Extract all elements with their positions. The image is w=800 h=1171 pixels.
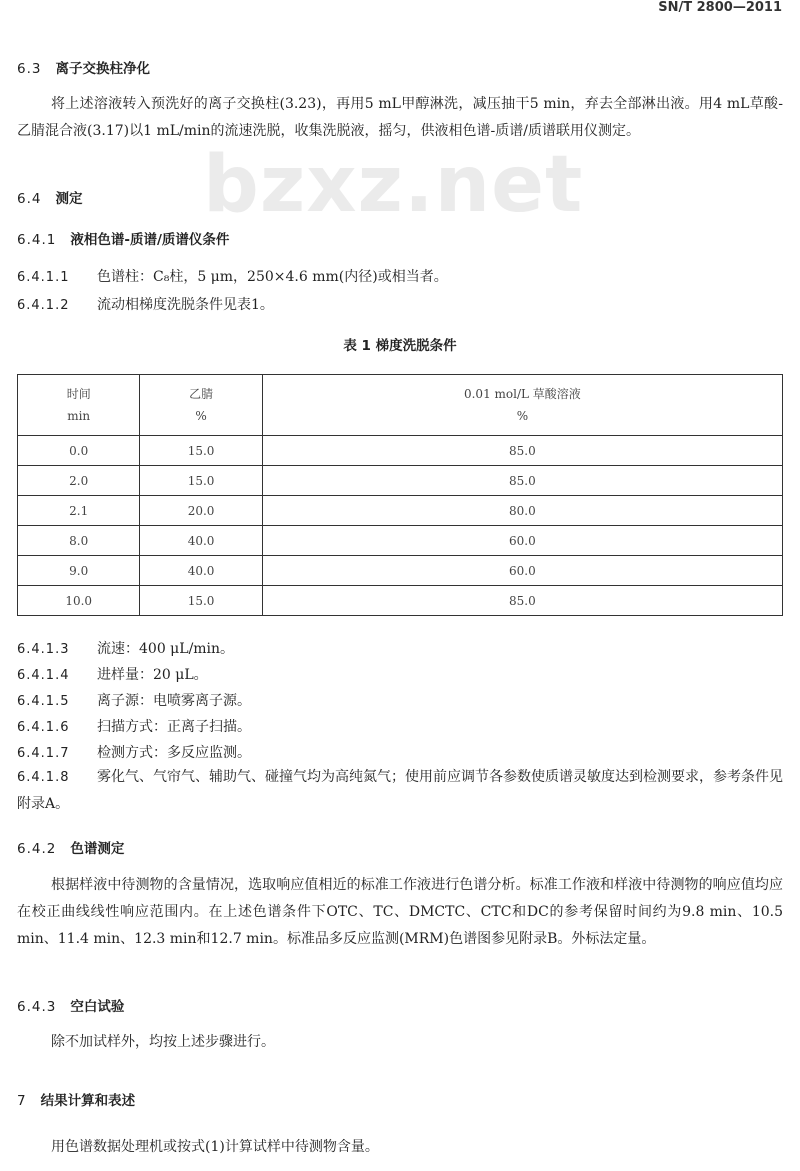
- table-cell: 15.0: [140, 466, 262, 496]
- section-number: 6.4.1: [17, 232, 57, 248]
- section-number: 6.4: [17, 191, 42, 207]
- section-6-4-3-paragraph: 除不加试样外，均按上述步骤进行。: [51, 1034, 275, 1050]
- item-6-4-1-5: [17, 690, 251, 710]
- table-cell: 40.0: [140, 526, 262, 556]
- column-header-oxalic-acid: 0.01 mol/L 草酸溶液 %: [262, 375, 782, 436]
- section-7-paragraph: 用色谱数据处理机或按式(1)计算试样中待测物含量。: [51, 1139, 379, 1155]
- item-number: 6.4.1.7: [17, 746, 70, 761]
- table-cell: 60.0: [262, 556, 782, 586]
- table-cell: 9.0: [18, 556, 140, 586]
- table-cell: 8.0: [18, 526, 140, 556]
- table-cell: 80.0: [262, 496, 782, 526]
- section-title: 色谱测定: [70, 841, 125, 857]
- table-row: [18, 466, 783, 496]
- table-row: [18, 586, 783, 616]
- section-title: 空白试验: [70, 999, 125, 1015]
- section-number: 6.4.3: [17, 999, 57, 1015]
- section-title: 离子交换柱净化: [55, 61, 150, 77]
- section-7-heading: [17, 1089, 135, 1109]
- item-6-4-1-7: [17, 742, 251, 762]
- item-number: 6.4.1.1: [17, 270, 70, 285]
- section-6-4-3-heading: [17, 995, 124, 1015]
- section-6-3-paragraph: 将上述溶液转入预洗好的离子交换柱(3.23)，再用5 mL甲醇淋洗，减压抽干5 min，弃去全部淋出液。用4 mL草酸-乙腈混合液(3.17)以1 mL/min的流速洗脱，收集洗脱液，摇匀，供液相色谱-质谱/质谱联用仪测定。: [17, 96, 783, 139]
- section-number: 7: [17, 1093, 27, 1109]
- section-title: 液相色谱-质谱/质谱仪条件: [70, 232, 230, 248]
- item-text: 离子源：电喷雾离子源。: [97, 693, 251, 709]
- section-title: 结果计算和表述: [40, 1093, 136, 1109]
- table-cell: 2.0: [18, 466, 140, 496]
- section-6-4-1-heading: [17, 228, 229, 248]
- section-6-4-2-heading: [17, 837, 124, 857]
- table-cell: 85.0: [262, 466, 782, 496]
- item-6-4-1-3: [17, 638, 234, 658]
- column-header-acetonitrile: 乙腈 %: [140, 375, 262, 436]
- table-row: [18, 526, 783, 556]
- section-6-3-heading: [17, 57, 150, 77]
- item-text: 检测方式：多反应监测。: [97, 745, 251, 761]
- item-number: 6.4.1.4: [17, 668, 70, 683]
- item-6-4-1-8: [17, 764, 783, 818]
- item-text: 进样量：20 μL。: [97, 667, 208, 683]
- item-number: 6.4.1.3: [17, 642, 70, 657]
- table-cell: 15.0: [140, 436, 262, 466]
- table-row: [18, 556, 783, 586]
- table-cell: 0.0: [18, 436, 140, 466]
- item-6-4-1-4: [17, 664, 208, 684]
- item-number: 6.4.1.8: [17, 770, 70, 785]
- table-header-row: [18, 375, 783, 436]
- table-cell: 85.0: [262, 586, 782, 616]
- table-cell: 40.0: [140, 556, 262, 586]
- table-cell: 15.0: [140, 586, 262, 616]
- table-cell: 10.0: [18, 586, 140, 616]
- document-code: SN/T 2800—2011: [658, 0, 782, 15]
- item-text: 流速：400 μL/min。: [97, 641, 235, 657]
- table-cell: 20.0: [140, 496, 262, 526]
- watermark: bzxz.net: [203, 140, 584, 230]
- table-cell: 85.0: [262, 436, 782, 466]
- item-text: 雾化气、气帘气、辅助气、碰撞气均为高纯氮气；使用前应调节各参数使质谱灵敏度达到检测要求，参考条件见附录A。: [17, 769, 783, 812]
- column-header-time: 时间 min: [18, 375, 140, 436]
- section-title: 测定: [55, 191, 83, 207]
- section-number: 6.4.2: [17, 841, 57, 857]
- item-number: 6.4.1.2: [17, 298, 70, 313]
- table-cell: 60.0: [262, 526, 782, 556]
- table-row: [18, 496, 783, 526]
- section-number: 6.3: [17, 61, 42, 77]
- gradient-elution-table: [17, 374, 783, 616]
- item-6-4-1-2: [17, 294, 274, 314]
- section-6-4-heading: [17, 187, 82, 207]
- item-number: 6.4.1.5: [17, 694, 70, 709]
- item-6-4-1-1: [17, 266, 448, 286]
- item-number: 6.4.1.6: [17, 720, 70, 735]
- item-text: 流动相梯度洗脱条件见表1。: [97, 297, 274, 313]
- table-cell: 2.1: [18, 496, 140, 526]
- item-text: 色谱柱：C₈柱，5 μm，250×4.6 mm(内径)或相当者。: [97, 269, 448, 285]
- item-6-4-1-6: [17, 716, 251, 736]
- table-1-caption: 表 1 梯度洗脱条件: [343, 338, 457, 354]
- section-6-4-2-paragraph: 根据样液中待测物的含量情况，选取响应值相近的标准工作液进行色谱分析。标准工作液和样液中待测物的响应值均应在校正曲线线性响应范围内。在上述色谱条件下OTC、TC、DMCTC、CTC和DC的参考保留时间约为9.8 min、10.5 min、11.4 min、12.3 min和12.7 min。标准品多反应监测(MRM)色谱图参见附录B。外标法定量。: [17, 877, 783, 947]
- item-text: 扫描方式：正离子扫描。: [97, 719, 251, 735]
- table-row: [18, 436, 783, 466]
